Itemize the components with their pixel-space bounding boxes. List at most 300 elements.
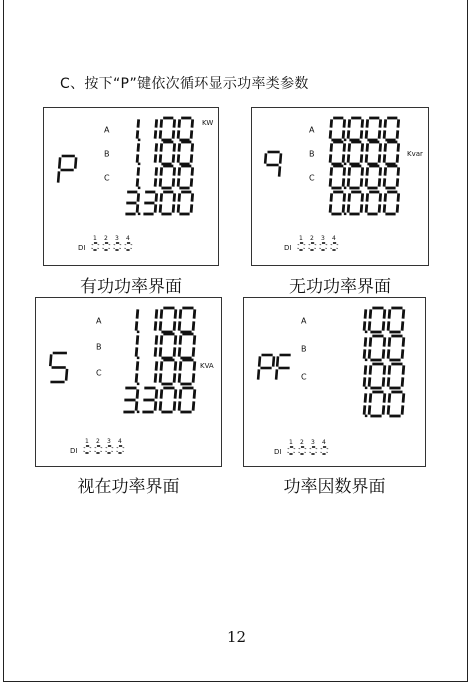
di-number-1: 1: [299, 235, 303, 242]
di-number-2: 2: [310, 235, 314, 242]
caption-apparent-power: 视在功率界面: [77, 477, 180, 497]
di-number-4: 4: [332, 235, 336, 242]
lcd-value-row-3-decimal-point: [138, 187, 141, 190]
phase-label-b: B: [301, 344, 307, 354]
di-channel-indicator: [331, 243, 337, 250]
lcd-segment-c: [379, 204, 380, 212]
lcd-segment-b: [398, 143, 399, 151]
lcd-segment-c: [402, 321, 403, 330]
lcd-segment-b: [362, 143, 363, 151]
phase-label-a: A: [309, 125, 315, 135]
lcd-segment-b: [138, 193, 139, 201]
unit-label: Kvar: [407, 150, 423, 158]
di-number-2: 2: [300, 439, 304, 446]
di-channel-indicator: [320, 243, 326, 250]
lcd-value-row-1-digit: [155, 119, 157, 138]
lcd-segment-c: [174, 321, 175, 330]
di-channel-indicator: [84, 446, 90, 453]
lcd-segment-c: [155, 373, 156, 382]
lcd-segment-c: [137, 154, 138, 162]
di-number-1: 1: [289, 439, 293, 446]
lcd-segment-c: [279, 166, 280, 176]
lcd-segment-b: [194, 335, 195, 344]
lcd-panel-power-factor: [243, 297, 426, 467]
di-number-1: 1: [85, 438, 89, 445]
lcd-segment-f: [349, 193, 350, 201]
lcd-segment-b: [344, 143, 345, 151]
lcd-segment-b: [156, 119, 157, 127]
lcd-value-row-3-digit: [330, 166, 345, 188]
lcd-segment-e: [384, 154, 385, 162]
lcd-segment-b: [380, 143, 381, 151]
lcd-segment-b: [175, 361, 176, 370]
lcd-segment-c: [155, 178, 156, 186]
lcd-segment-f: [370, 365, 371, 374]
lcd-segment-f: [349, 119, 350, 127]
phase-label-a: A: [301, 316, 307, 326]
lcd-value-row-2-digit: [384, 142, 399, 164]
lcd-segment-f: [331, 167, 332, 175]
lcd-segment-b: [384, 309, 385, 318]
lcd-segment-e: [179, 321, 180, 330]
lcd-value-row-4-digit: [369, 392, 385, 416]
lcd-segment-b: [194, 389, 195, 398]
lcd-segment-f: [259, 356, 260, 366]
lcd-segment-c: [193, 321, 194, 330]
lcd-value-row-2-digit: [136, 335, 138, 356]
lcd-value-row-3-digit: [178, 166, 193, 188]
caption-power-factor: 功率因数界面: [283, 477, 386, 497]
lcd-value-row-3-decimal-point: [365, 387, 368, 390]
lcd-segment-c: [66, 369, 67, 381]
lcd-value-row-4-digit: [388, 392, 404, 416]
lcd-value-row-3-digit: [160, 360, 176, 384]
lcd-segment-e: [366, 130, 367, 138]
lcd-value-row-3-digit: [369, 364, 385, 388]
caption-reactive-power: 无功功率界面: [289, 277, 391, 297]
lcd-segment-c: [137, 204, 138, 212]
lcd-segment-e: [258, 369, 259, 379]
lcd-segment-e: [179, 373, 180, 382]
lcd-segment-f: [277, 356, 278, 366]
lcd-value-row-2-decimal-point: [137, 357, 140, 360]
lcd-segment-b: [273, 356, 274, 366]
lcd-value-row-2-digit: [348, 142, 363, 164]
lcd-segment-c: [174, 401, 175, 410]
lcd-segment-c: [379, 178, 380, 186]
lcd-segment-c: [191, 154, 192, 162]
lcd-segment-e: [388, 321, 389, 330]
lcd-segment-b: [344, 119, 345, 127]
lcd-segment-b: [174, 119, 175, 127]
lcd-value-row-4-decimal-point: [344, 213, 347, 216]
lcd-segment-b: [75, 157, 76, 168]
lcd-segment-e: [348, 154, 349, 162]
lcd-value-row-4-decimal-point: [137, 411, 140, 414]
lcd-value-row-1-decimal-point: [138, 139, 141, 142]
lcd-segment-e: [179, 347, 180, 356]
lcd-segment-b: [174, 167, 175, 175]
lcd-segment-e: [366, 154, 367, 162]
lcd-value-row-2-digit: [160, 334, 176, 358]
lcd-value-row-1-digit: [388, 308, 404, 332]
lcd-segment-b: [384, 337, 385, 346]
lcd-segment-e: [330, 204, 331, 212]
lcd-segment-c: [397, 130, 398, 138]
lcd-segment-c: [364, 349, 365, 358]
lcd-value-row-2-digit: [155, 335, 157, 356]
lcd-segment-b: [156, 361, 157, 370]
lcd-display: [36, 298, 223, 468]
lcd-segment-c: [383, 321, 384, 330]
lcd-segment-b: [137, 361, 138, 370]
lcd-segment-c: [397, 154, 398, 162]
lcd-segment-b: [138, 119, 139, 127]
lcd-segment-f: [50, 354, 51, 366]
lcd-segment-f: [179, 193, 180, 201]
lcd-segment-c: [361, 204, 362, 212]
lcd-segment-b: [380, 193, 381, 201]
lcd-segment-b: [344, 193, 345, 201]
lcd-segment-f: [367, 143, 368, 151]
lcd-segment-f: [265, 153, 266, 163]
lcd-value-row-4-digit: [142, 388, 156, 412]
lcd-symbol-glyph: [258, 355, 274, 380]
lcd-segment-b: [194, 309, 195, 318]
lcd-segment-b: [362, 119, 363, 127]
lcd-segment-b: [365, 337, 366, 346]
lcd-segment-b: [280, 153, 281, 163]
di-number-3: 3: [115, 235, 119, 242]
lcd-panel-reactive-power: [251, 107, 429, 266]
di-channel-indicator: [117, 446, 123, 453]
di-number-2: 2: [104, 235, 108, 242]
lcd-segment-b: [137, 309, 138, 318]
lcd-segment-c: [343, 178, 344, 186]
di-label: DI: [78, 244, 86, 252]
lcd-segment-e: [388, 349, 389, 358]
lcd-segment-f: [367, 119, 368, 127]
lcd-segment-c: [137, 178, 138, 186]
page-number: 12: [226, 628, 247, 646]
lcd-segment-f: [161, 309, 162, 318]
lcd-segment-b: [384, 365, 385, 374]
lcd-panel-apparent-power: [35, 297, 222, 467]
lcd-segment-b: [137, 335, 138, 344]
lcd-segment-b: [174, 143, 175, 151]
lcd-segment-b: [403, 309, 404, 318]
lcd-segment-e: [160, 204, 161, 212]
phase-label-a: A: [96, 316, 102, 326]
lcd-segment-c: [174, 347, 175, 356]
di-number-2: 2: [96, 438, 100, 445]
unit-label: KW: [202, 119, 214, 127]
lcd-value-row-1-digit: [348, 118, 363, 140]
lcd-segment-e: [58, 171, 59, 182]
lcd-symbol-glyph: [265, 152, 281, 177]
lcd-segment-e: [366, 178, 367, 186]
di-number-4: 4: [118, 438, 122, 445]
di-number-3: 3: [107, 438, 111, 445]
lcd-segment-f: [389, 337, 390, 346]
di-channel-indicator: [106, 446, 112, 453]
lcd-segment-e: [160, 178, 161, 186]
lcd-segment-b: [362, 167, 363, 175]
lcd-segment-c: [174, 373, 175, 382]
lcd-segment-c: [361, 178, 362, 186]
lcd-segment-b: [194, 361, 195, 370]
lcd-value-row-4-digit: [366, 192, 381, 214]
lcd-segment-c: [383, 405, 384, 414]
lcd-value-row-1-digit: [155, 309, 157, 330]
lcd-segment-b: [192, 193, 193, 201]
lcd-segment-f: [161, 119, 162, 127]
lcd-segment-c: [343, 204, 344, 212]
lcd-segment-f: [161, 167, 162, 175]
lcd-value-row-1-digit: [364, 309, 366, 330]
lcd-value-row-4-digit: [160, 388, 176, 412]
lcd-value-row-2-digit: [178, 142, 193, 164]
lcd-segment-c: [364, 377, 365, 386]
lcd-segment-f: [161, 389, 162, 398]
lcd-value-row-1-digit: [384, 118, 399, 140]
lcd-segment-e: [160, 373, 161, 382]
lcd-value-row-4-digit: [178, 192, 193, 214]
lcd-segment-b: [192, 143, 193, 151]
lcd-segment-f: [389, 309, 390, 318]
lcd-segment-f: [389, 393, 390, 402]
lcd-segment-e: [178, 204, 179, 212]
di-channel-indicator: [288, 447, 294, 454]
lcd-segment-b: [174, 193, 175, 201]
lcd-value-row-3-digit: [348, 166, 363, 188]
lcd-segment-c: [383, 349, 384, 358]
lcd-segment-f: [385, 119, 386, 127]
lcd-segment-b: [138, 143, 139, 151]
lcd-segment-b: [156, 143, 157, 151]
lcd-value-row-2-digit: [388, 336, 404, 360]
lcd-segment-c: [193, 347, 194, 356]
lcd-value-row-2-digit: [137, 143, 139, 162]
lcd-value-row-4-digit: [330, 192, 345, 214]
lcd-display: [252, 108, 430, 267]
di-label: DI: [284, 244, 292, 252]
lcd-segment-e: [384, 204, 385, 212]
lcd-segment-c: [155, 321, 156, 330]
lcd-segment-f: [389, 365, 390, 374]
lcd-segment-e: [388, 377, 389, 386]
lcd-value-row-1-digit: [160, 118, 175, 140]
lcd-value-row-4-digit: [143, 192, 156, 214]
lcd-value-row-3-digit: [366, 166, 381, 188]
unit-label: KVA: [200, 362, 214, 370]
lcd-value-row-3-digit: [137, 167, 139, 186]
lcd-segment-c: [402, 405, 403, 414]
di-label: DI: [70, 447, 78, 455]
lcd-value-row-3-digit: [388, 364, 404, 388]
lcd-symbol-glyph: [58, 156, 76, 183]
di-number-4: 4: [322, 439, 326, 446]
di-channel-indicator: [321, 447, 327, 454]
lcd-segment-f: [179, 119, 180, 127]
lcd-segment-e: [160, 154, 161, 162]
lcd-segment-e: [330, 130, 331, 138]
lcd-segment-e: [369, 321, 370, 330]
lcd-value-row-3-digit: [364, 365, 366, 386]
lcd-segment-f: [179, 167, 180, 175]
lcd-segment-e: [369, 405, 370, 414]
lcd-segment-e: [276, 369, 277, 379]
lcd-segment-b: [156, 309, 157, 318]
lcd-segment-c: [343, 130, 344, 138]
lcd-segment-c: [155, 347, 156, 356]
instruction-text: C、按下“P”键依次循环显示功率类参数: [60, 76, 309, 92]
lcd-segment-f: [180, 309, 181, 318]
lcd-segment-b: [137, 389, 138, 398]
lcd-value-row-2-digit: [366, 142, 381, 164]
lcd-segment-c: [193, 373, 194, 382]
lcd-segment-f: [331, 119, 332, 127]
lcd-segment-c: [191, 204, 192, 212]
lcd-segment-b: [175, 309, 176, 318]
lcd-segment-c: [155, 401, 156, 410]
lcd-segment-c: [155, 204, 156, 212]
phase-label-b: B: [309, 149, 315, 159]
lcd-value-row-2-digit: [160, 142, 175, 164]
lcd-segment-c: [137, 130, 138, 138]
lcd-segment-b: [138, 167, 139, 175]
phase-label-c: C: [96, 368, 102, 378]
lcd-segment-b: [175, 335, 176, 344]
lcd-segment-c: [193, 401, 194, 410]
lcd-segment-e: [178, 154, 179, 162]
lcd-segment-c: [361, 130, 362, 138]
lcd-segment-e: [179, 401, 180, 410]
lcd-value-row-1-digit: [178, 118, 193, 140]
lcd-segment-f: [385, 193, 386, 201]
lcd-segment-c: [136, 347, 137, 356]
lcd-value-row-1-decimal-point: [365, 331, 368, 334]
lcd-segment-c: [379, 130, 380, 138]
lcd-segment-c: [402, 377, 403, 386]
di-number-3: 3: [321, 235, 325, 242]
lcd-display: [44, 108, 220, 267]
lcd-value-row-3-digit: [179, 360, 195, 384]
lcd-value-row-1-digit: [136, 309, 138, 330]
phase-label-b: B: [96, 342, 102, 352]
lcd-value-row-2-digit: [179, 334, 195, 358]
lcd-value-row-2-digit: [369, 336, 385, 360]
lcd-segment-b: [398, 193, 399, 201]
lcd-segment-b: [192, 119, 193, 127]
lcd-value-row-4-digit: [179, 388, 195, 412]
lcd-segment-c: [173, 178, 174, 186]
lcd-segment-b: [403, 393, 404, 402]
lcd-value-row-1-digit: [179, 308, 195, 332]
lcd-segment-b: [403, 337, 404, 346]
lcd-segment-c: [136, 401, 137, 410]
lcd-value-row-3-digit: [155, 167, 157, 186]
lcd-segment-e: [369, 377, 370, 386]
lcd-value-row-2-digit: [364, 337, 366, 358]
di-channel-indicator: [299, 447, 305, 454]
lcd-value-row-1-digit: [366, 118, 381, 140]
lcd-segment-c: [173, 154, 174, 162]
phase-label-a: A: [104, 125, 110, 135]
lcd-segment-f: [180, 389, 181, 398]
lcd-segment-f: [349, 143, 350, 151]
lcd-segment-b: [156, 335, 157, 344]
lcd-value-row-3-decimal-point: [344, 187, 347, 190]
phase-label-c: C: [104, 173, 110, 183]
lcd-value-row-4-digit: [348, 192, 363, 214]
lcd-segment-b: [344, 167, 345, 175]
lcd-segment-f: [161, 143, 162, 151]
lcd-segment-c: [155, 130, 156, 138]
lcd-segment-f: [331, 193, 332, 201]
lcd-segment-f: [161, 335, 162, 344]
lcd-segment-b: [365, 365, 366, 374]
di-channel-indicator: [310, 447, 316, 454]
lcd-value-row-1-digit: [330, 118, 345, 140]
phase-label-c: C: [309, 173, 315, 183]
lcd-symbol-glyph: [276, 355, 291, 380]
lcd-value-row-3-digit: [384, 166, 399, 188]
lcd-segment-c: [383, 377, 384, 386]
lcd-segment-b: [156, 389, 157, 398]
lcd-value-row-2-decimal-point: [365, 359, 368, 362]
lcd-segment-c: [136, 373, 137, 382]
lcd-segment-e: [330, 154, 331, 162]
lcd-segment-b: [384, 393, 385, 402]
di-channel-indicator: [114, 243, 120, 250]
lcd-segment-e: [178, 130, 179, 138]
lcd-segment-f: [179, 143, 180, 151]
lcd-segment-b: [362, 193, 363, 201]
di-number-1: 1: [93, 235, 97, 242]
lcd-panel-active-power: [43, 107, 219, 266]
lcd-segment-c: [155, 154, 156, 162]
lcd-value-row-4-digit: [384, 192, 399, 214]
lcd-segment-b: [398, 167, 399, 175]
lcd-segment-e: [160, 347, 161, 356]
lcd-value-row-1-digit: [160, 308, 176, 332]
lcd-segment-e: [348, 178, 349, 186]
lcd-segment-c: [173, 130, 174, 138]
lcd-segment-c: [402, 349, 403, 358]
lcd-segment-b: [365, 309, 366, 318]
lcd-segment-f: [180, 335, 181, 344]
lcd-value-row-4-digit: [123, 388, 137, 412]
lcd-segment-e: [330, 178, 331, 186]
lcd-value-row-4-decimal-point: [365, 415, 368, 418]
lcd-symbol-glyph: [50, 353, 67, 382]
di-label: DI: [274, 448, 282, 456]
lcd-segment-e: [178, 178, 179, 186]
lcd-segment-c: [361, 154, 362, 162]
lcd-segment-b: [156, 167, 157, 175]
lcd-segment-c: [191, 130, 192, 138]
phase-label-c: C: [301, 372, 307, 382]
lcd-segment-c: [364, 405, 365, 414]
lcd-segment-e: [366, 204, 367, 212]
lcd-value-row-4-decimal-point: [138, 213, 141, 216]
lcd-segment-c: [191, 178, 192, 186]
lcd-segment-f: [367, 167, 368, 175]
di-channel-indicator: [298, 243, 304, 250]
lcd-segment-e: [384, 178, 385, 186]
lcd-value-row-1-decimal-point: [344, 139, 347, 142]
